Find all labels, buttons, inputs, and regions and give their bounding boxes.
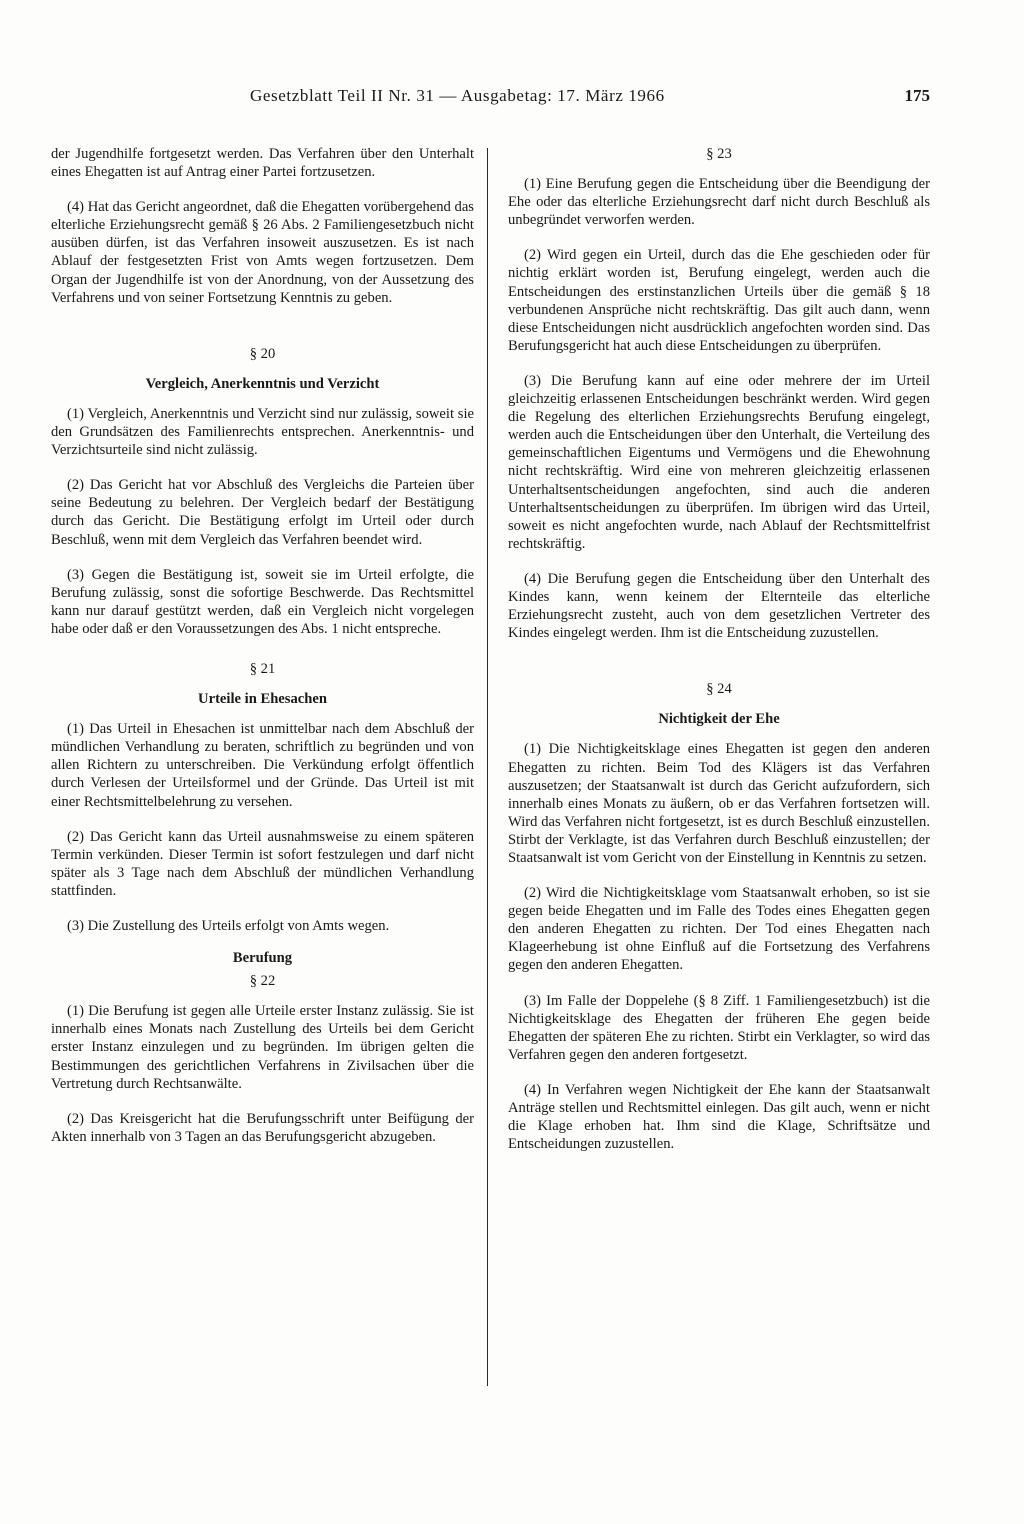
paragraph-22-1: (1) Die Berufung ist gegen alle Urteile erster Instanz zulässig. Sie ist innerhalb eines Monats nach Zustellung des Urteils bei dem Gericht erster Instanz einzulegen und zu begründen. Im übrigen gelten die Bestimmungen des gerichtlichen Verfahrens in Zivilsachen über die Vertretung durch Rechtsanwälte. — [51, 1003, 474, 1092]
section-number-24: § 24 — [706, 681, 732, 698]
section-number-21: § 21 — [249, 660, 276, 677]
right-column — [508, 145, 930, 1153]
section-number-23: § 23 — [706, 146, 732, 162]
section-number-20: § 20 — [249, 345, 276, 362]
section-title-21: Urteile in Ehesachen — [198, 691, 327, 708]
section-number-22: § 22 — [249, 973, 276, 990]
paragraph-24-4: (4) In Verfahren wegen Nichtigkeit der Ehe kann der Staatsanwalt Anträge stellen und Rechtsmittel einlegen. Das gilt auch, wenn er nicht die Klage erhoben hat. Ihm sind die Klage, Schriftsätze und Entscheidungen zuzustellen. — [508, 1081, 930, 1153]
section-title-24: Nichtigkeit der Ehe — [658, 711, 780, 728]
paragraph-23-3: (3) Die Berufung kann auf eine oder mehrere der im Urteil gleichzeitig erlassenen Entscheidungen beschränkt werden. Wird gegen die Regelung des elterlichen Erziehungsrechts Berufung eingelegt, werden auch die Entscheidungen über den Unterhalt, die Verteilung des gemeinschaftlichen Eigentums und Vermögens und die Ehewohnung nicht rechtskräftig. Wird eine von mehreren gleichzeitig erlassenen Unterhaltsentscheidungen angefochten, sind auch die anderen Unterhaltsentscheidungen zu überprüfen. Im übrigen wird das Urteil, soweit es nicht angefochten wurde, nach Ablauf der Rechtsmittelfrist rechtskräftig. — [508, 372, 930, 552]
paragraph-20-2: (2) Das Gericht hat vor Abschluß des Vergleichs die Parteien über seine Bedeutung zu belehren. Der Vergleich bedarf der Bestätigung durch das Gericht. Die Bestätigung erfolgt im Urteil oder durch Beschluß, wenn mit dem Vergleich das Verfahren beendet wird. — [51, 477, 474, 548]
paragraph-23-2: (2) Wird gegen ein Urteil, durch das die Ehe geschieden oder für nichtig erklärt worden ist, Berufung eingelegt, werden auch die Entscheidungen des erstinstanzlichen Urteils über die gemäß § 18 verbundenen Ansprüche nicht rechtskräftig. Das gilt auch dann, wenn diese Entscheidungen nicht ausdrücklich angefochten worden sind. Das Berufungsgericht hat auch diese Entscheidungen zu überprüfen. — [508, 247, 930, 354]
paragraph-22-2: (2) Das Kreisgericht hat die Berufungsschrift unter Beifügung der Akten innerhalb von 3 Tagen an das Berufungsgericht abzugeben. — [51, 1110, 474, 1145]
paragraph-24-1: (1) Die Nichtigkeitsklage eines Ehegatten ist gegen den anderen Ehegatten zu richten. Beim Tod des Klägers ist das Verfahren auszusetzen; der Staatsanwalt ist durch das Gericht aufzufordern, sich innerhalb eines Monats zu äußern, ob er das Verfahren fortsetzen will. Wird das Verfahren nicht fortgesetzt, ist es durch Beschluß einzustellen. Stirbt der Verklagte, ist das Verfahren durch Beschluß einzustellen; der Staatsanwalt ist vom Gericht von der Einstellung in Kenntnis zu setzen. — [508, 741, 930, 866]
paragraph-21-2: (2) Das Gericht kann das Urteil ausnahmsweise zu einem späteren Termin verkünden. Dieser Termin ist sofort festzulegen und darf nicht später als 3 Tage nach dem Abschluß der mündlichen Verhandlung stattfinden. — [51, 828, 474, 899]
paragraph-continued: der Jugendhilfe fortgesetzt werden. Das Verfahren über den Unterhalt eines Ehegatten ist auf Antrag einer Partei fortzusetzen. — [51, 146, 474, 181]
paragraph-23-1: (1) Eine Berufung gegen die Entscheidung über die Beendigung der Ehe oder das elterliche Erziehungsrecht darf nicht durch Beschluß als unbegründet verworfen werden. — [508, 176, 930, 229]
paragraph-20-3: (3) Gegen die Bestätigung ist, soweit sie im Urteil erfolgte, die Berufung zulässig, sonst die sofortige Beschwerde. Das Rechtsmittel kann nur darauf gestützt werden, daß ein Vergleich nicht vorgelegen habe oder daß er den Voraussetzungen des Abs. 1 nicht entspreche. — [51, 566, 474, 637]
paragraph-21-1: (1) Das Urteil in Ehesachen ist unmittelbar nach dem Abschluß der mündlichen Verhandlung zu beraten, schriftlich zu begründen und von allen Richtern zu unterschreiben. Die Verkündung erfolgt öffentlich durch Verlesen der Urteilsformel und der Gründe. Das Urteil ist mit einer Rechtsmittelbelehrung zu versehen. — [51, 721, 474, 810]
berufung-heading: Berufung — [232, 950, 293, 967]
paragraph-24-2: (2) Wird die Nichtigkeitsklage vom Staatsanwalt erhoben, so ist sie gegen beide Ehegatten und im Falle des Todes eines Ehegatten gegen den anderen Ehegatten zu richten. Der Tod eines Ehegatten nach Klageerhebung ist ohne Einfluß auf die Fortsetzung des Verfahrens gegen den anderen Ehegatten. — [508, 885, 930, 974]
left-column — [51, 145, 474, 1146]
paragraph-20-1: (1) Vergleich, Anerkenntnis und Verzicht sind nur zulässig, soweit sie den Grundsätzen des Familienrechts entsprechen. Anerkenntnis- und Verzichtsurteile sind nicht zulässig. — [51, 405, 474, 459]
page-header — [50, 86, 930, 110]
paragraph-21-3: (3) Die Zustellung des Urteils erfolgt von Amts wegen. — [67, 918, 390, 934]
page-number: 175 — [904, 86, 930, 105]
section-title-20: Vergleich, Anerkenntnis und Verzicht — [145, 375, 380, 392]
paragraph-19-4: (4) Hat das Gericht angeordnet, daß die Ehegatten vorübergehend das elterliche Erziehungsrecht gemäß § 26 Abs. 2 Familiengesetzbuch nicht ausüben dürfen, ist das Verfahren insoweit auszusetzen. Es ist nach Ablauf der festgesetzten Frist von Amts wegen fortzusetzen. Dem Organ der Jugendhilfe ist von der Anordnung, von der Aussetzung des Verfahrens und von seiner Fortsetzung Kenntnis zu geben. — [51, 199, 474, 306]
paragraph-24-3: (3) Im Falle der Doppelehe (§ 8 Ziff. 1 Familiengesetzbuch) ist die Nichtigkeitsklage des Ehegatten der früheren Ehe gegen beide Ehegatten der späteren Ehe zu richten. Stirbt ein Verklagter, so wird das Verfahren gegen den anderen fortgesetzt. — [508, 992, 930, 1063]
column-divider — [487, 148, 488, 1386]
paragraph-23-4: (4) Die Berufung gegen die Entscheidung über den Unterhalt des Kindes kann, wenn keinem der Elternteile das elterliche Erziehungsrecht zusteht, auch von dem gesetzlichen Vertreter des Kindes eingelegt werden. Ihm ist die Entscheidung zuzustellen. — [508, 570, 930, 642]
header-title: Gesetzblatt Teil II Nr. 31 — Ausgabetag: 17. März 1966 — [250, 86, 665, 105]
